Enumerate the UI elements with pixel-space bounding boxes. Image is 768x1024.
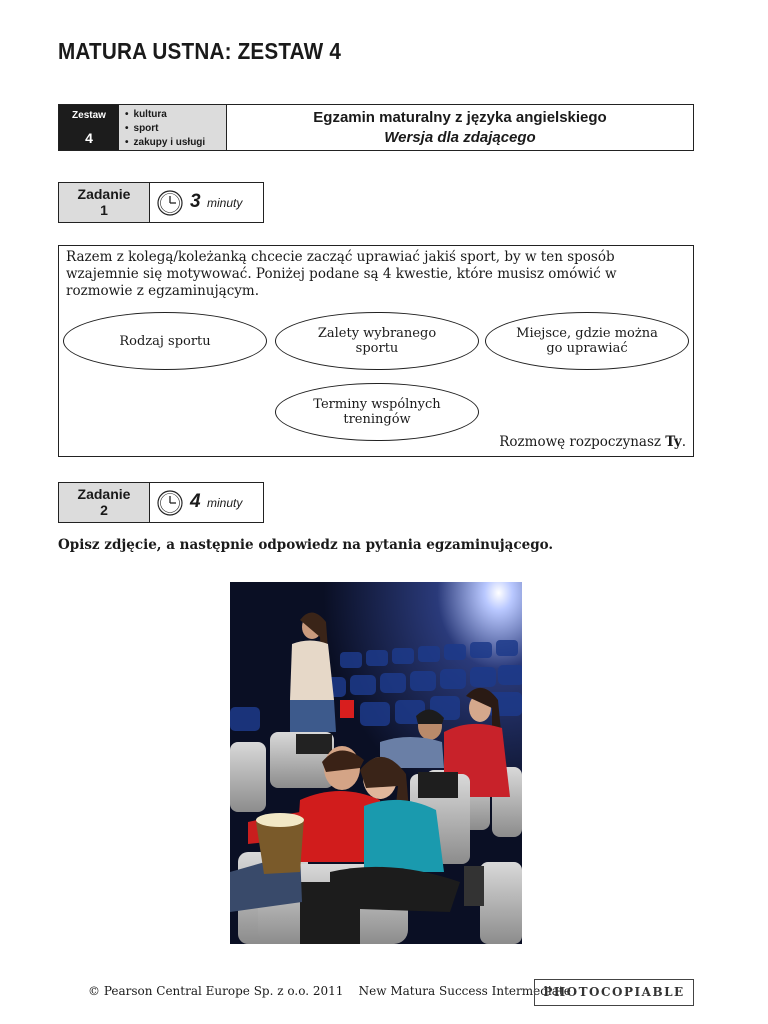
topic-item: • zakupy i usługi xyxy=(125,136,226,150)
task1-header xyxy=(58,182,264,223)
copyright: © Pearson Central Europe Sp. z o.o. 2011 New Matura Success Intermediate xyxy=(88,984,571,998)
cinema-audience-photo xyxy=(230,582,522,944)
task1-intro: Razem z kolegą/koleżanką chcecie zacząć uprawiać jakiś sport, by w ten sposób wzajemnie się motywować. Poniżej podane są 4 kwestie, które musisz omówić w rozmowie z egzaminującym. xyxy=(66,249,617,299)
zestaw-label: Zestaw xyxy=(72,110,106,121)
zestaw-cell xyxy=(59,105,119,150)
clock-icon xyxy=(157,490,183,516)
exam-header xyxy=(58,104,694,151)
zestaw-number: 4 xyxy=(85,130,93,146)
photocopiable-badge: PHOTOCOPIABLE xyxy=(534,979,694,1006)
closing-suffix: . xyxy=(681,434,686,450)
topics-list xyxy=(119,105,227,150)
clock-icon xyxy=(157,190,183,216)
exam-subtitle: Wersja dla zdającego xyxy=(384,129,536,146)
task1-content xyxy=(58,245,694,457)
topic-item: • sport xyxy=(125,122,226,136)
task2-time-unit: minuty xyxy=(207,496,243,510)
closing-text: Rozmowę rozpoczynasz xyxy=(499,434,666,450)
task2-time-value: 4 xyxy=(190,491,201,512)
task1-label xyxy=(59,183,150,222)
topic-oval: Terminy wspólnych treningów xyxy=(275,383,479,441)
task2-header xyxy=(58,482,264,523)
task1-time-value: 3 xyxy=(190,191,201,212)
topic-item: • kultura xyxy=(125,108,226,122)
task1-time-unit: minuty xyxy=(207,196,243,210)
task1-closing xyxy=(499,434,686,450)
task2-label-number: 2 xyxy=(100,502,108,518)
topic-oval: Rodzaj sportu xyxy=(63,312,267,370)
closing-bold: Ty xyxy=(665,434,682,450)
page-title: MATURA USTNA: ZESTAW 4 xyxy=(58,38,342,64)
task2-label-text: Zadanie xyxy=(77,486,131,502)
task1-label-number: 1 xyxy=(100,202,108,218)
task2-instruction: Opisz zdjęcie, a następnie odpowiedz na pytania egzaminującego. xyxy=(58,537,554,553)
task2-label xyxy=(59,483,150,522)
exam-title: Egzamin maturalny z języka angielskiego xyxy=(313,109,607,126)
task1-label-text: Zadanie xyxy=(77,186,131,202)
photo-illustration xyxy=(230,582,522,944)
topic-oval: Miejsce, gdzie można go uprawiać xyxy=(485,312,689,370)
topic-oval: Zalety wybranego sportu xyxy=(275,312,479,370)
